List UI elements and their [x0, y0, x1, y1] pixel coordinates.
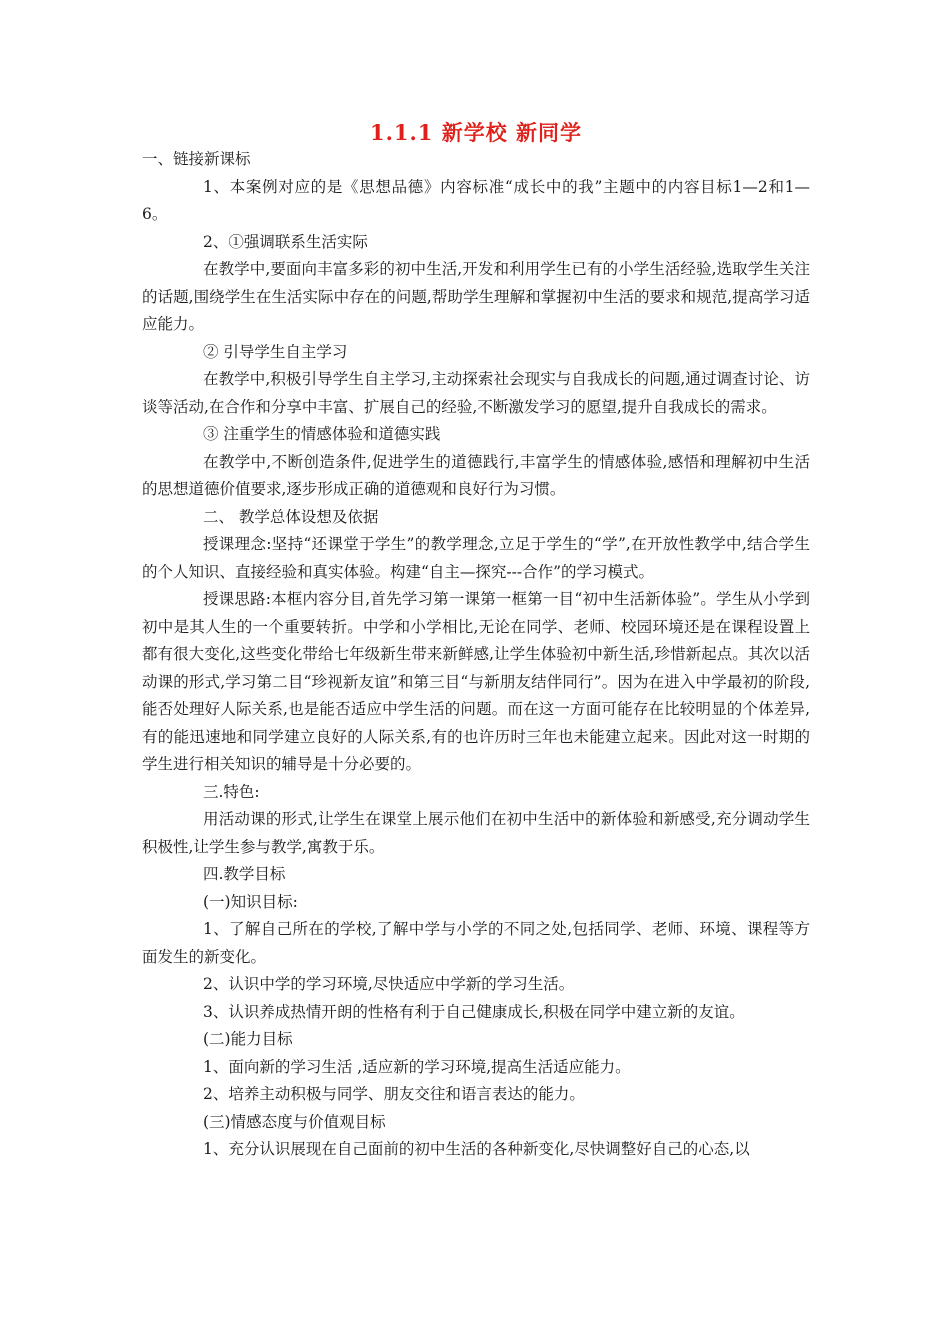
paragraph: 在教学中,积极引导学生自主学习,主动探索社会现实与自我成长的问题,通过调查讨论、访谈等活动,在合作和分享中丰富、扩展自己的经验,不断激发学习的愿望,提升自我成长的需求。	[142, 370, 810, 416]
document-body	[142, 146, 810, 1164]
paragraph: 2、认识中学的学习环境,尽快适应中学新的学习生活。	[203, 975, 575, 993]
paragraph: 1、了解自己所在的学校,了解中学与小学的不同之处,包括同学、老师、环境、课程等方面发生的新变化。	[142, 920, 810, 966]
subsection-heading: (一)知识目标:	[203, 892, 298, 911]
paragraph: 2、培养主动积极与同学、朋友交往和语言表达的能力。	[203, 1085, 585, 1103]
section-heading: 四.教学目标	[203, 865, 286, 883]
subsection-heading: (三)情感态度与价值观目标	[203, 1112, 386, 1131]
paragraph: 1、面向新的学习生活 ,适应新的学习环境,提高生活适应能力。	[203, 1057, 631, 1076]
paragraph: ② 引导学生自主学习	[203, 342, 348, 361]
section-heading: 一、链接新课标	[142, 150, 251, 168]
document-page	[142, 118, 810, 1164]
paragraph: ③ 注重学生的情感体验和道德实践	[203, 425, 441, 443]
paragraph: 2、①强调联系生活实际	[203, 232, 368, 251]
paragraph: 授课理念:坚持“还课堂于学生”的教学理念,立足于学生的“学”,在开放性教学中,结合学生的个人知识、直接经验和真实体验。构建“自主—探究---合作”的学习模式。	[142, 535, 810, 581]
document-title: 1.1.1 新学校 新同学	[369, 120, 583, 145]
section-heading: 三.特色:	[203, 782, 260, 801]
paragraph: 在教学中,不断创造条件,促进学生的道德践行,丰富学生的情感体验,感悟和理解初中生活的思想道德价值要求,逐步形成正确的道德观和良好行为习惯。	[142, 452, 810, 498]
paragraph: 1、充分认识展现在自己面前的初中生活的各种新变化,尽快调整好自己的心态,以	[203, 1140, 750, 1158]
paragraph: 3、认识养成热情开朗的性格有利于自己健康成长,积极在同学中建立新的友谊。	[203, 1002, 745, 1021]
paragraph: 授课思路:本框内容分目,首先学习第一课第一框第一目“初中生活新体验”。学生从小学到初中是其人生的一个重要转折。中学和小学相比,无论在同学、老师、校园环境还是在课程设置上都有很大变化,这些变化带给七年级新生带来新鲜感,让学生体验初中新生活,珍惜新起点。其次以活动课的形式,学习第二目“珍视新友谊”和第三目“与新朋友结伴同行”。因为在进入中学最初的阶段,能否处理好人际关系,也是能否适应中学生活的问题。而在这一方面可能存在比较明显的个体差异,有的能迅速地和同学建立良好的人际关系,有的也许历时三年也未能建立起来。因此对这一时期的学生进行相关知识的辅导是十分必要的。	[142, 590, 810, 773]
subsection-heading: (二)能力目标	[203, 1030, 293, 1048]
paragraph: 1、本案例对应的是《思想品德》内容标准“成长中的我”主题中的内容目标1—2和1—6。	[142, 177, 810, 223]
section-heading: 二、 教学总体设想及依据	[203, 507, 379, 526]
paragraph: 用活动课的形式,让学生在课堂上展示他们在初中生活中的新体验和新感受,充分调动学生积极性,让学生参与教学,寓教于乐。	[142, 810, 810, 856]
paragraph: 在教学中,要面向丰富多彩的初中生活,开发和利用学生已有的小学生活经验,选取学生关注的话题,围绕学生在生活实际中存在的问题,帮助学生理解和掌握初中生活的要求和规范,提高学习适应能力。	[142, 260, 810, 333]
